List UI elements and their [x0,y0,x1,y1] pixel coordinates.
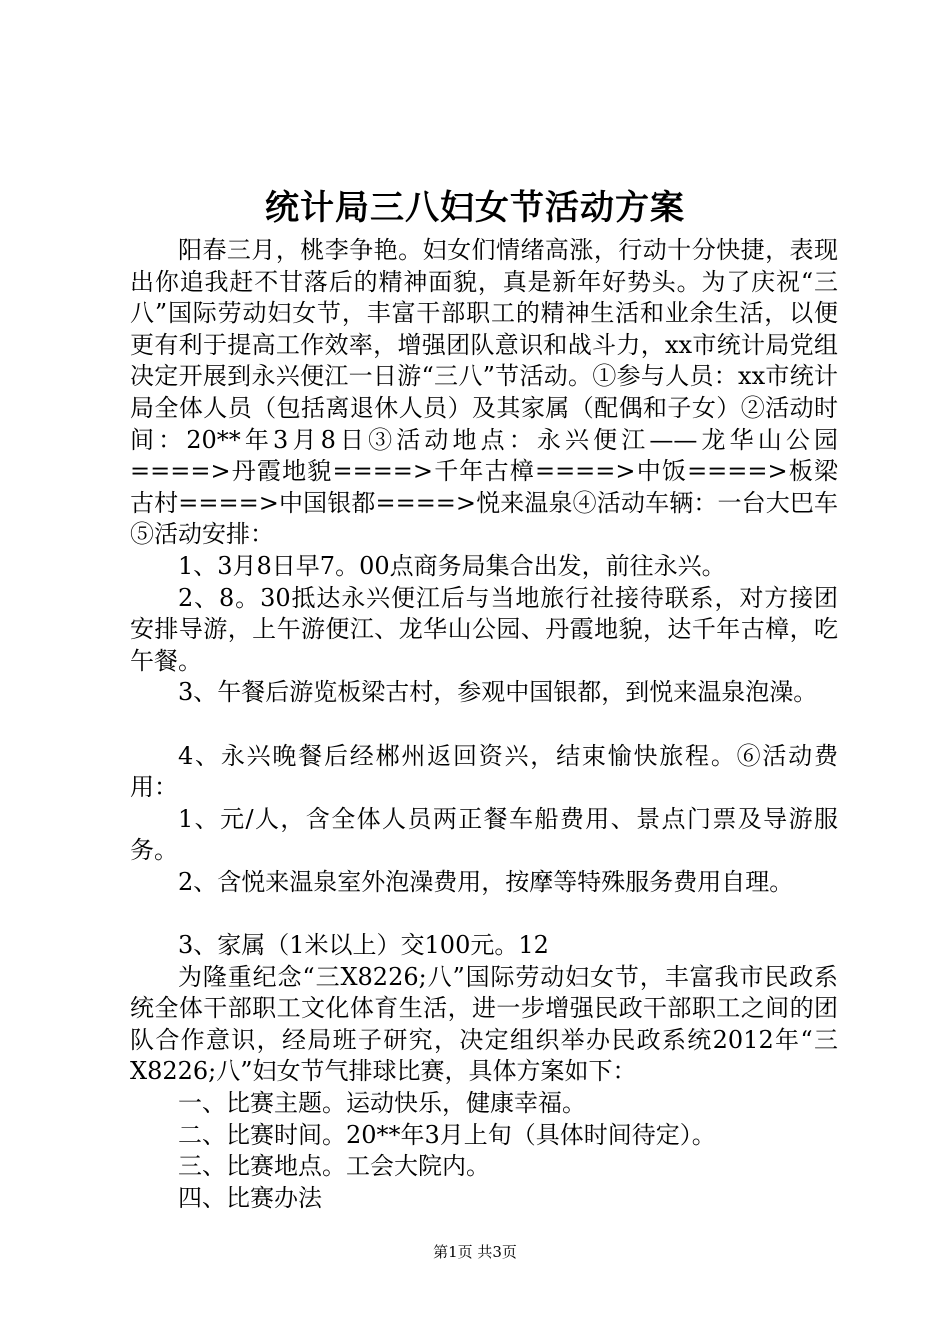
paragraph-schedule-4: 4、永兴晚餐后经郴州返回资兴，结束愉快旅程。⑥活动费用： [130,741,838,802]
paragraph-schedule-2: 2、8。30抵达永兴便江后与当地旅行社接待联系，对方接团安排导游，上午游便江、龙华山公园、丹霞地貌，达千年古樟，吃午餐。 [130,583,838,675]
paragraph-fee-2: 2、含悦来温泉室外泡澡费用，按摩等特殊服务费用自理。 [178,867,794,896]
paragraph-method: 四、比赛办法 [178,1183,322,1212]
paragraph-time: 二、比赛时间。20**年3月上旬（具体时间待定）。 [178,1120,716,1149]
paragraph-location: 三、比赛地点。工会大院内。 [178,1152,490,1181]
document-body [130,235,838,1214]
paragraph-schedule-3: 3、午餐后游览板梁古村，参观中国银都，到悦来温泉泡澡。 [178,678,818,707]
paragraph-fee-3: 3、家属（1米以上）交100元。12 [178,931,549,960]
paragraph-intro: 阳春三月，桃李争艳。妇女们情绪高涨，行动十分快捷，表现出你追我赶不甘落后的精神面貌，真是新年好势头。为了庆祝“三八”国际劳动妇女节，丰富干部职工的精神生活和业余生活，以便更有利于提高工作效率，增强团队意识和战斗力，xx市统计局党组决定开展到永兴便江一日游“三八”节活动。①参与人员：xx市统计局全体人员（包括离退休人员）及其家属（配偶和子女）②活动时间：20**年3月8日③活动地点：永兴便江——龙华山公园====>丹霞地貌====>千年古樟====>中饭====>板梁古村====>中国银都====>悦来温泉④活动车辆：一台大巴车⑤活动安排： [130,236,838,549]
paragraph-theme: 一、比赛主题。运动快乐，健康幸福。 [178,1089,586,1118]
paragraph-schedule-1: 1、3月8日早7。00点商务局集合出发，前往永兴。 [178,551,726,580]
document-title: 统计局三八妇女节活动方案 [265,188,685,228]
paragraph-volleyball-intro: 为隆重纪念“三X8226;八”国际劳动妇女节，丰富我市民政系统全体干部职工文化体育生活，进一步增强民政干部职工之间的团队合作意识，经局班子研究，决定组织举办民政系统2012年“三X8226;八”妇女节气排球比赛，具体方案如下： [130,962,838,1086]
page-number-footer: 第1页 共3页 [433,1243,517,1261]
paragraph-fee-1: 1、元/人，含全体人员两正餐车船费用、景点门票及导游服务。 [130,804,838,865]
